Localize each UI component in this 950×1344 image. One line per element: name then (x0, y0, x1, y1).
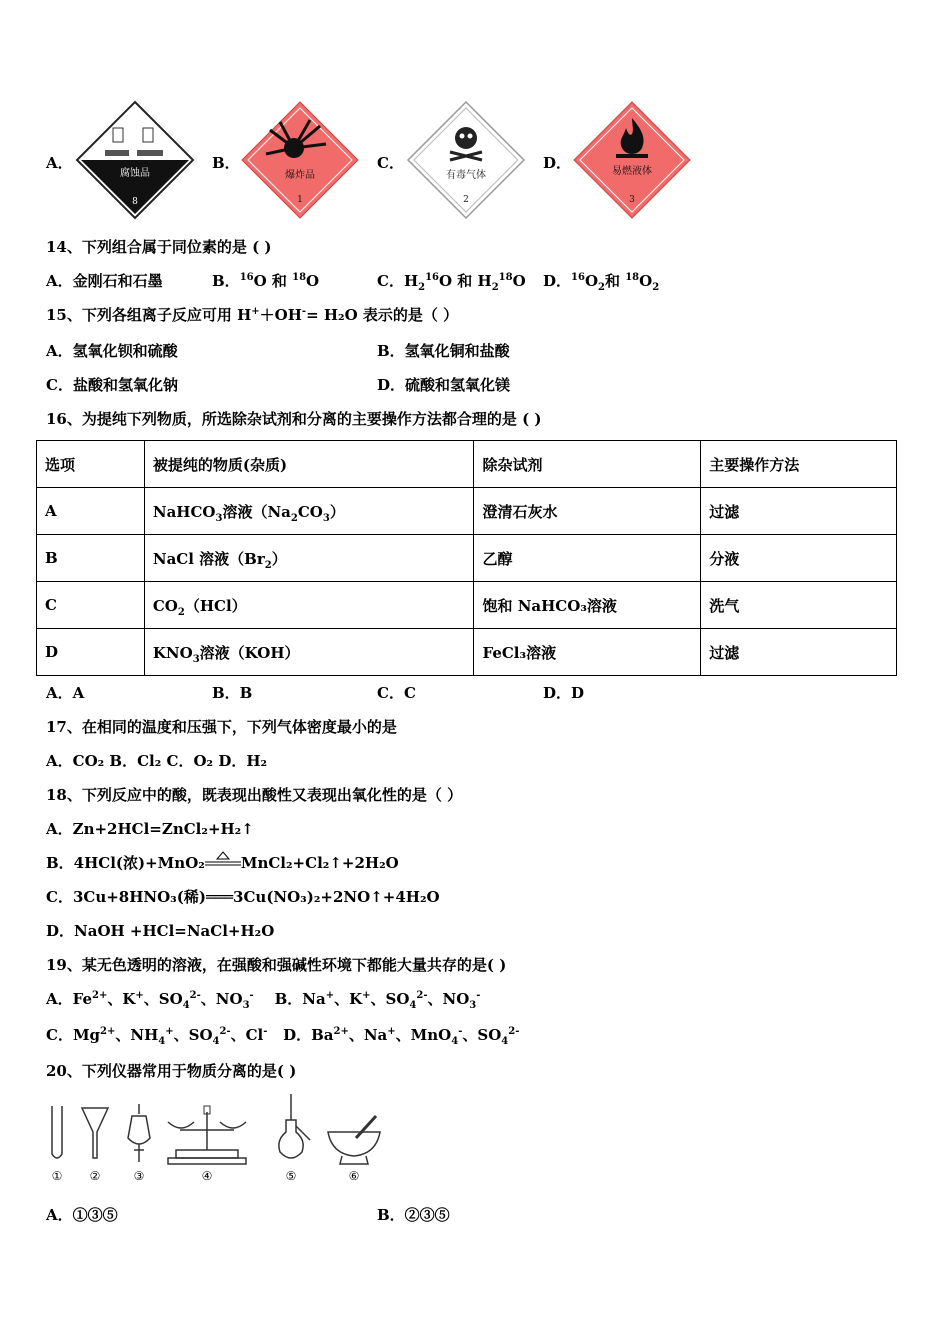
explosive-label: 爆炸品 (285, 170, 315, 181)
label-3: ③ (133, 1169, 145, 1183)
explosive-number: 1 (297, 195, 303, 205)
q20-option-a: A．①③⑤ (46, 1206, 118, 1224)
explosive-sign-icon (240, 100, 360, 220)
q16-table (36, 440, 897, 676)
q18-option-a: A．Zn+2HCl=ZnCl₂+H₂↑ (46, 820, 254, 838)
row-method: 分液 (701, 535, 897, 582)
q14-option-d: D．$^{16}O_2$和 $^{18}O_2$ (543, 272, 660, 293)
q18-stem: 18、下列反应中的酸，既表现出酸性又表现出氧化性的是（ ） (46, 786, 463, 804)
flammable-liquid-sign-icon (572, 100, 692, 220)
toxic-gas-number: 2 (463, 195, 469, 205)
label-2: ② (89, 1169, 101, 1183)
row-reagent: FeCl₃溶液 (474, 629, 701, 676)
q16-answer-b: B．B (212, 684, 253, 702)
q19-stem: 19、某无色透明的溶液，在强酸和强碱性环境下都能大量共存的是( ) (46, 956, 507, 974)
row-option: C (37, 582, 145, 629)
row-method: 过滤 (701, 488, 897, 535)
q14-option-c: C．$H_2^{16}O$ 和 $H_2^{18}O$ (377, 272, 526, 293)
label-6: ⑥ (348, 1169, 360, 1183)
q14-stem: 14、下列组合属于同位素的是 ( ) (46, 238, 272, 256)
row-method: 过滤 (701, 629, 897, 676)
table-row (37, 582, 897, 629)
q16-answer-c: C．C (377, 684, 416, 702)
row-reagent: 乙醇 (474, 535, 701, 582)
table-header-row (37, 441, 897, 488)
row-method: 洗气 (701, 582, 897, 629)
q14-option-a: A．金刚石和石墨 (46, 272, 163, 290)
q19-option-row-1: A．$Fe^{2+}$、K+、$SO_4^{2-}$、$NO_3^-$ B．Na+、K+、$SO_4^{2-}$、$NO_3^-$ (46, 990, 481, 1011)
heat-equals-icon (205, 857, 241, 871)
lab-apparatus-figure (40, 1092, 390, 1184)
q17-options: A．CO₂ B．Cl₂ C．O₂ D．H₂ (46, 752, 268, 770)
mortar-and-pestle-icon (328, 1116, 380, 1164)
label-5: ⑤ (285, 1169, 297, 1183)
header-method: 主要操作方法 (701, 441, 897, 488)
corrosive-sign-icon (75, 100, 195, 220)
q13-option-b-letter: B． (212, 154, 240, 172)
corrosive-number: 8 (132, 197, 138, 207)
flammable-liquid-label: 易燃液体 (612, 166, 652, 177)
funnel-icon (82, 1108, 108, 1158)
row-substance: $KNO_3$溶液（KOH） (144, 629, 474, 676)
q13-option-c-letter: C． (377, 154, 404, 172)
q13-option-d-letter: D． (543, 154, 572, 172)
distillation-flask-icon (279, 1094, 310, 1158)
header-substance: 被提纯的物质(杂质) (144, 441, 474, 488)
q15-stem: 15、下列各组离子反应可用 H+＋OH-= H₂O 表示的是（ ） (46, 306, 459, 324)
test-tube-icon (52, 1106, 62, 1158)
header-option: 选项 (37, 441, 145, 488)
row-reagent: 澄清石灰水 (474, 488, 701, 535)
row-substance: $CO_2(HCl)$ (144, 582, 474, 629)
table-row (37, 629, 897, 676)
separatory-funnel-icon (128, 1104, 150, 1162)
toxic-gas-label: 有毒气体 (446, 170, 486, 181)
q16-stem: 16、为提纯下列物质，所选除杂试剂和分离的主要操作方法都合理的是 ( ) (46, 410, 542, 428)
flammable-liquid-number: 3 (629, 195, 635, 205)
q20-stem: 20、下列仪器常用于物质分离的是( ) (46, 1062, 297, 1080)
q15-option-c: C．盐酸和氢氧化钠 (46, 376, 178, 394)
q16-answer-d: D．D (543, 684, 585, 702)
row-reagent: 饱和 NaHCO₃溶液 (474, 582, 701, 629)
q20-option-b: B．②③⑤ (377, 1206, 450, 1224)
corrosive-label: 腐蚀品 (120, 168, 150, 179)
q18-option-c: C．3Cu+8HNO₃(稀)═══3Cu(NO₃)₂+2NO↑+4H₂O (46, 888, 440, 906)
q15-option-d: D．硫酸和氢氧化镁 (377, 376, 511, 394)
table-row (37, 488, 897, 535)
row-option: A (37, 488, 145, 535)
row-option: B (37, 535, 145, 582)
q15-option-b: B．氢氧化铜和盐酸 (377, 342, 510, 360)
q18-option-b: B．4HCl(浓)+MnO₂ MnCl₂+Cl₂↑+2H₂O (46, 854, 399, 872)
label-4: ④ (201, 1169, 213, 1183)
q15-option-a: A．氢氧化钡和硫酸 (46, 342, 178, 360)
q14-option-b: B．$^{16}$O 和 $^{18}$O (212, 272, 320, 290)
row-substance: NaCl 溶液$(Br_2)$ (144, 535, 474, 582)
q19-option-row-2: C．$Mg^{2+}$、$NH_4^+$、$SO_4^{2-}$、Cl- D．$Ba^{2+}$、Na+、MnO$_4$-、$SO_4^{2-}$ (46, 1026, 520, 1047)
row-substance: NaHCO$_3$溶液$(Na_2CO_3)$ (144, 488, 474, 535)
q16-answer-a: A．A (46, 684, 85, 702)
row-option: D (37, 629, 145, 676)
q13-option-a-letter: A． (46, 154, 73, 172)
toxic-gas-sign-icon (406, 100, 526, 220)
balance-icon (168, 1106, 246, 1164)
label-1: ① (51, 1169, 63, 1183)
header-reagent: 除杂试剂 (474, 441, 701, 488)
q18-option-d: D．NaOH +HCl=NaCl+H₂O (46, 922, 275, 940)
table-row (37, 535, 897, 582)
q17-stem: 17、在相同的温度和压强下，下列气体密度最小的是 (46, 718, 397, 736)
